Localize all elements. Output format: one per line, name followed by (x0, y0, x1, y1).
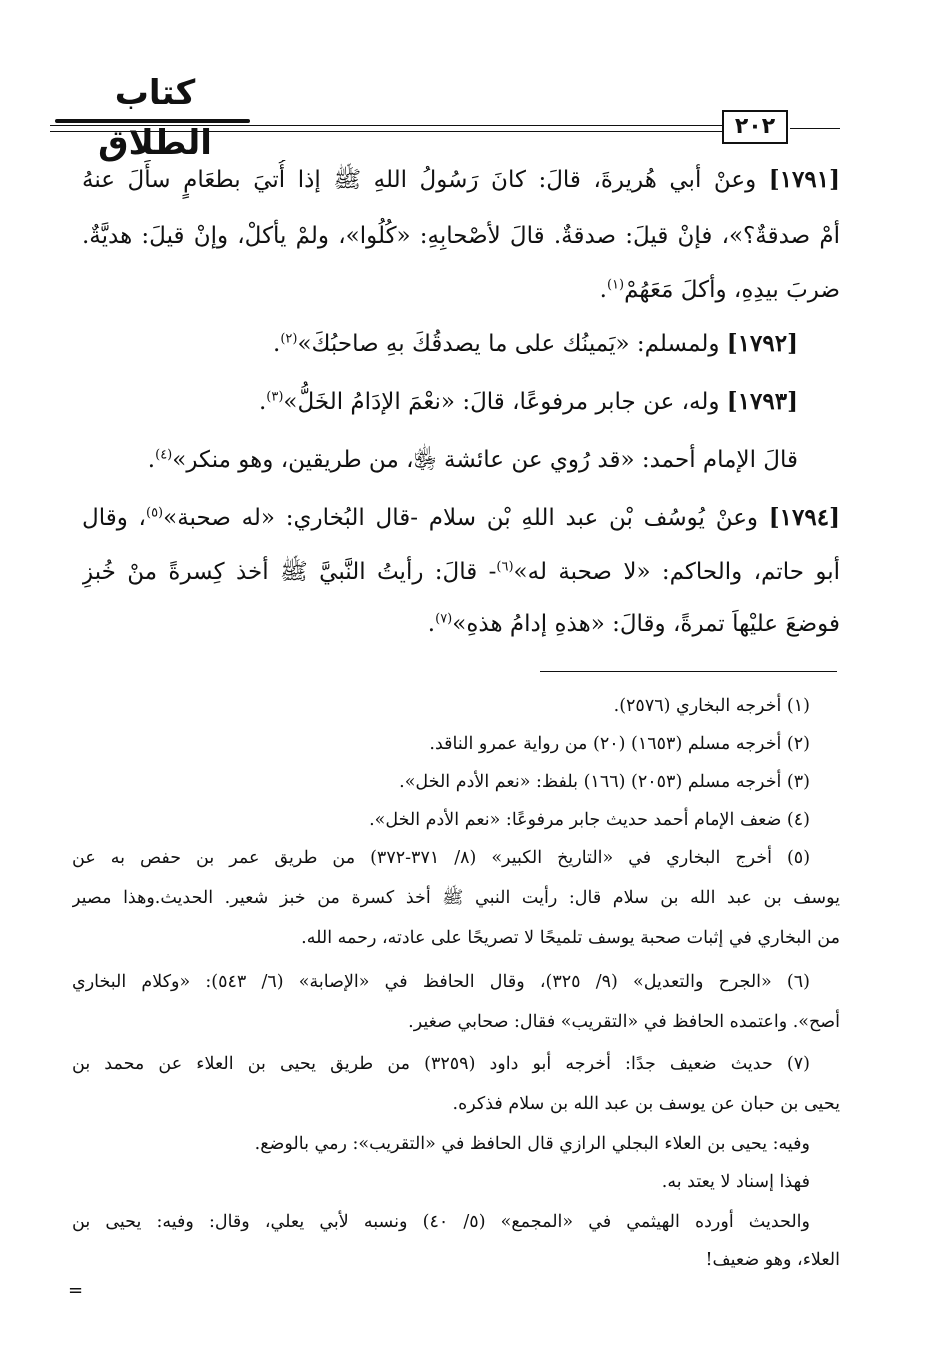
header-rule-right (790, 128, 840, 129)
hadith-1792: [١٧٩٢] ولمسلم: «يَمينُك على ما يصدقُكَ بهِ صاحبُكَ»$^{(٢)}$. (273, 330, 798, 357)
hadith-1794-line-2: أبو حاتم، والحاكم: «لا صحبة له»$^{(٦)}$- قالَ: رأيتُ النَّبيَّ ﷺ أخذ كِسرةً منْ خُبزِ (82, 559, 840, 585)
footnote-7-haythami-line-2: العلاء، وهو ضعيف! (705, 1250, 840, 1270)
footnote-3: (٣) أخرجه مسلم (٢٠٥٣) (١٦٦) بلفظ: «نعم الأدم الخل». (399, 772, 810, 792)
footnote-ref: (٢) (280, 331, 298, 347)
footnote-6-line-2: أصح». واعتمده الحافظ في «التقريب» فقال: صحابي صغير. (408, 1012, 840, 1032)
title-underline (55, 119, 250, 123)
hadith-1793: [١٧٩٣] وله، عن جابر مرفوعًا، قالَ: «نعْمَ الإدَامُ الخَلُّ»$^{(٣)}$. (258, 388, 798, 415)
footnote-2: (٢) أخرجه مسلم (١٦٥٣) (٢٠) من رواية عمرو الناقد. (429, 734, 810, 754)
footnote-ref: (٣) (266, 389, 284, 405)
page-header (0, 0, 935, 163)
hadith-1794-line-3: فوضعَ عليْهاَ تمرةً، وقالَ: «هذهِ إدامُ هذهِ»$^{(٧)}$. (427, 611, 840, 637)
imam-ahmad-comment: قالَ الإمام أحمد: «قد رُوي عن عائشة ﵂، من طريقين، وهو منكر»$^{(٤)}$. (147, 447, 798, 473)
footnote-7-line-2: يحيى بن حبان عن يوسف بن عبد الله بن سلام فذكره. (452, 1094, 840, 1114)
header-rule-bottom (50, 131, 722, 132)
page-number: ٢٠٢ (722, 110, 788, 144)
footnote-5-line-2: يوسف بن عبد الله بن سلام قال: رأيت النبي ﷺ أخذ كسرة من خبز شعير. الحديث.وهذا مصير (72, 888, 840, 908)
header-rule-top (50, 125, 722, 126)
hadith-1791-line-2: أمْ صدقةٌ؟»، فإنْ قيلَ: صدقةٌ. قالَ لأصْحابِهِ: «كُلُوا»، ولمْ يأكلْ، وإنْ قيلَ: هديَّةٌ. (82, 223, 840, 249)
margin-mark: = (68, 1280, 84, 1301)
hadith-number: [١٧٩٣] (726, 388, 798, 415)
hadith-1794-line-1: [١٧٩٤] وعنْ يُوسُف بْن عبد اللهِ بْن سلام -قال البُخاري: «له صحبة»$^{(٥)}$، وقال (82, 504, 840, 531)
footnote-5-line-1: (٥) أخرج البخاري في «التاريخ الكبير» (٨/ ٣٧١-٣٧٢) من طريق عمر بن حفص به عن (72, 848, 810, 868)
footnote-4: (٤) ضعف الإمام أحمد حديث جابر مرفوعًا: «نعم الأدم الخل». (369, 810, 810, 830)
book-title: كتاب الطلاق (98, 73, 212, 163)
footnote-ref: (٧) (435, 611, 453, 627)
hadith-1791-line-3: ضربَ بيدِهِ، وأكلَ مَعَهُمْ$^{(١)}$. (599, 277, 840, 303)
footnote-ref: (٥) (145, 505, 164, 521)
footnote-7-haythami-line-1: والحديث أورده الهيثمي في «المجمع» (٥/ ٤٠) ونسبه لأبي يعلي، وقال: وفيه: يحيى بن (72, 1212, 810, 1232)
hadith-number: [١٧٩١] (768, 166, 840, 193)
footnote-separator (540, 671, 837, 672)
hadith-number: [١٧٩٤] (768, 504, 840, 531)
footnote-6-line-1: (٦) «الجرح والتعديل» (٩/ ٣٢٥)، وقال الحافظ في «الإصابة» (٦/ ٥٤٣): «وكلام البخاري (72, 972, 810, 992)
footnote-7-line-1: (٧) حديث ضعيف جدًا: أخرجه أبو داود (٣٢٥٩) من طريق يحيى بن العلاء عن محمد بن (72, 1054, 810, 1074)
footnote-5-line-3: من البخاري في إثبات صحبة يوسف تلميحًا لا تصريحًا على عادته، رحمه الله. (301, 928, 840, 948)
footnote-ref: (١) (606, 277, 625, 293)
hadith-1791-line-1: [١٧٩١] وعنْ أبي هُريرةَ، قالَ: كانَ رَسُولُ اللهِ ﷺ إذا أُتيَ بطعَامٍ سأَلَ عنهُ (82, 166, 840, 193)
footnote-ref: (٤) (155, 447, 173, 463)
footnote-1: (١) أخرجه البخاري (٢٥٧٦). (613, 696, 810, 716)
footnote-7-conclusion: فهذا إسناد لا يعتد به. (661, 1172, 810, 1192)
footnote-7-note: وفيه: يحيى بن العلاء البجلي الرازي قال الحافظ في «التقريب»: رمي بالوضع. (254, 1134, 810, 1154)
hadith-number: [١٧٩٢] (726, 330, 798, 357)
footnote-ref: (٦) (496, 559, 514, 575)
